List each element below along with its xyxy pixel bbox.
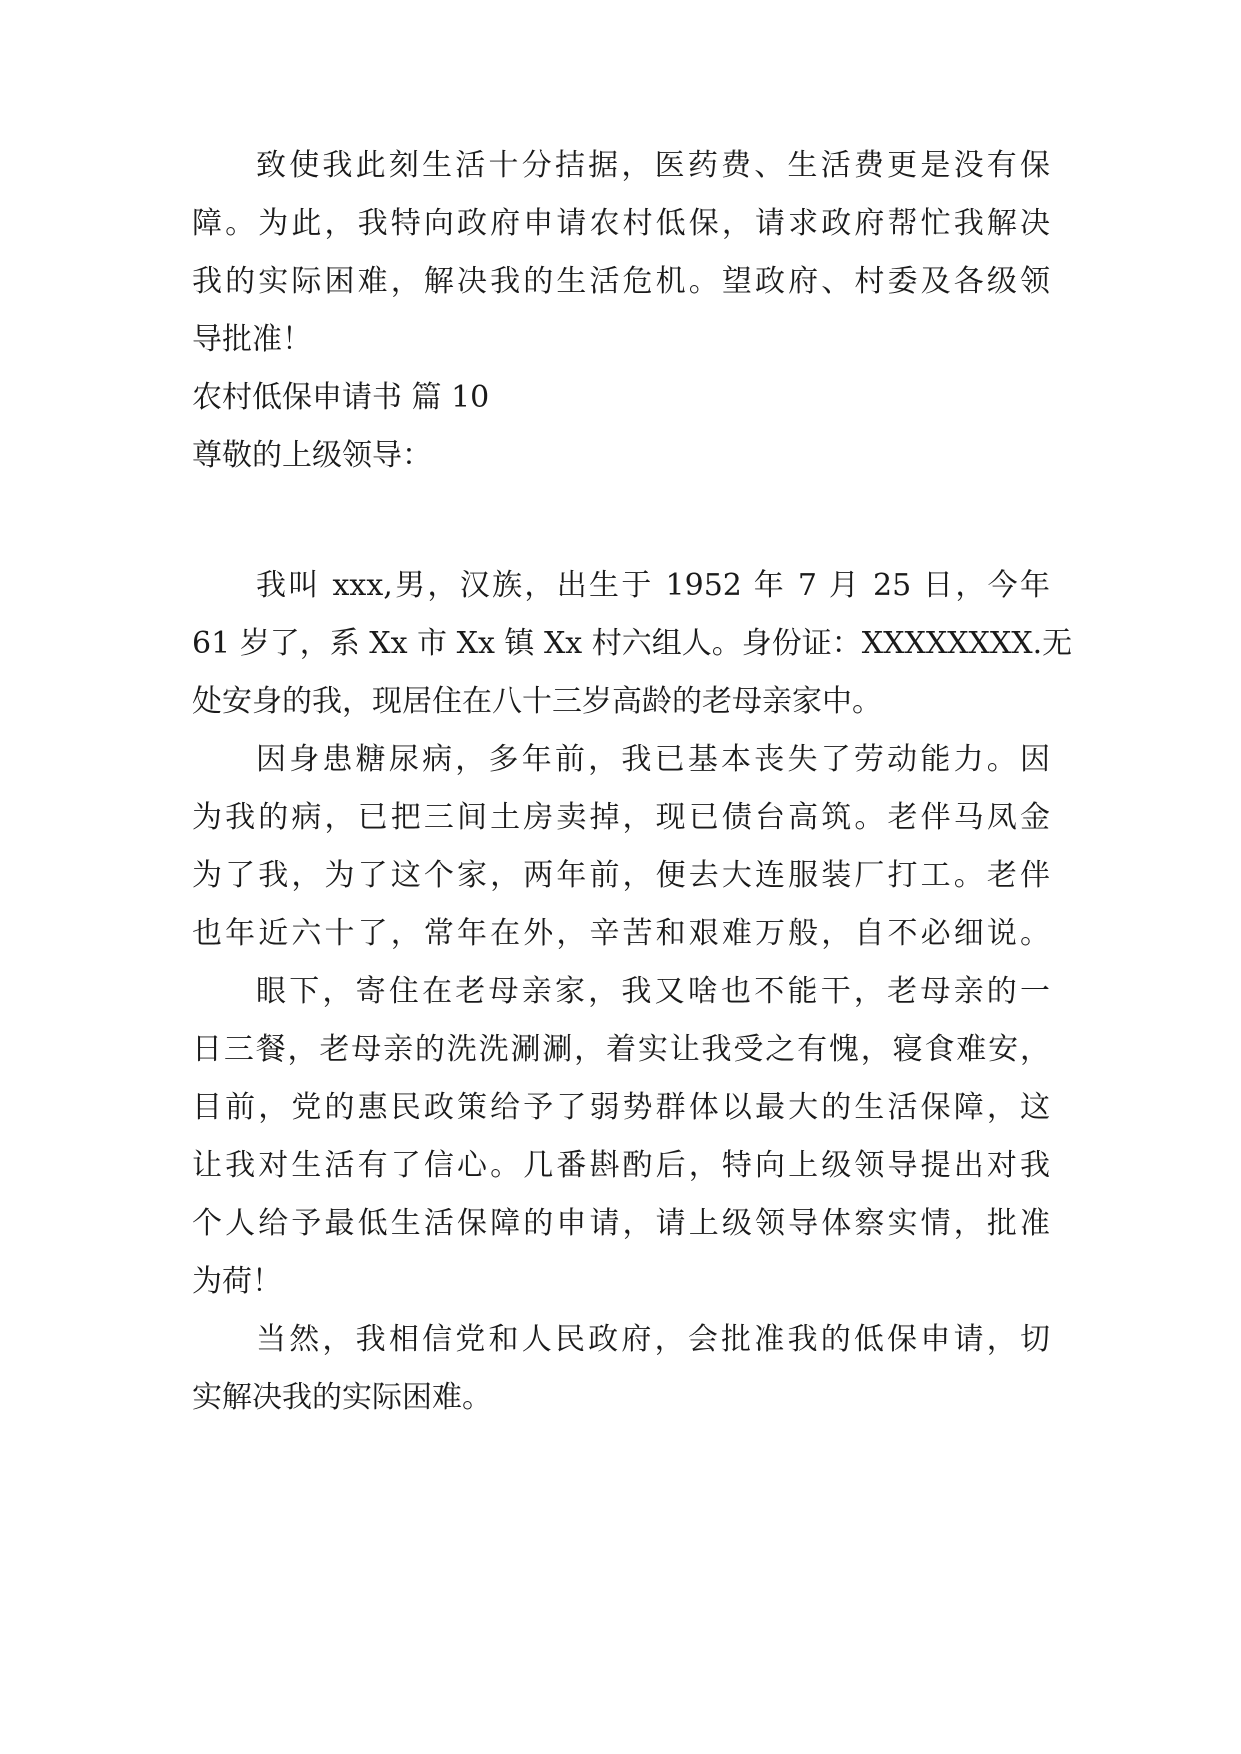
paragraph-line: 日三餐，老母亲的洗洗涮涮，着实让我受之有愧，寝食难安， (192, 1032, 1050, 1067)
paragraph-line: 当然，我相信党和人民政府，会批准我的低保申请，切 (256, 1322, 1050, 1357)
paragraph-line: 因身患糖尿病，多年前，我已基本丧失了劳动能力。因 (256, 742, 1050, 777)
salutation: 尊敬的上级领导： (192, 438, 432, 473)
paragraph-line: 目前，党的惠民政策给予了弱势群体以最大的生活保障，这 (192, 1090, 1050, 1125)
paragraph-line: 个人给予最低生活保障的申请，请上级领导体察实情，批准 (192, 1206, 1050, 1241)
paragraph-line: 也年近六十了，常年在外，辛苦和艰难万般，自不必细说。 (192, 916, 1050, 951)
paragraph-line: 处安身的我，现居住在八十三岁高龄的老母亲家中。 (192, 684, 882, 719)
paragraph-line: 实解决我的实际困难。 (192, 1380, 492, 1415)
paragraph-line: 障。为此，我特向政府申请农村低保，请求政府帮忙我解决 (192, 206, 1050, 241)
paragraph-line: 61 岁了，系 Xx 市 Xx 镇 Xx 村六组人。身份证：XXXXXXXX.无 (192, 626, 1073, 661)
paragraph-line: 我的实际困难，解决我的生活危机。望政府、村委及各级领 (192, 264, 1050, 299)
paragraph-line: 眼下，寄住在老母亲家，我又啥也不能干，老母亲的一 (256, 974, 1050, 1009)
section-heading: 农村低保申请书 篇 10 (192, 380, 490, 415)
paragraph-line: 让我对生活有了信心。几番斟酌后，特向上级领导提出对我 (192, 1148, 1050, 1183)
paragraph-line: 为我的病，已把三间土房卖掉，现已债台高筑。老伴马凤金 (192, 800, 1050, 835)
paragraph-line: 我叫 xxx,男，汉族，出生于 1952 年 7 月 25 日，今年 (256, 568, 1050, 603)
paragraph-line: 为了我，为了这个家，两年前，便去大连服装厂打工。老伴 (192, 858, 1050, 893)
paragraph-line: 为荷！ (192, 1264, 282, 1299)
paragraph-line: 导批准！ (192, 322, 312, 357)
paragraph-line: 致使我此刻生活十分拮据，医药费、生活费更是没有保 (256, 148, 1050, 183)
